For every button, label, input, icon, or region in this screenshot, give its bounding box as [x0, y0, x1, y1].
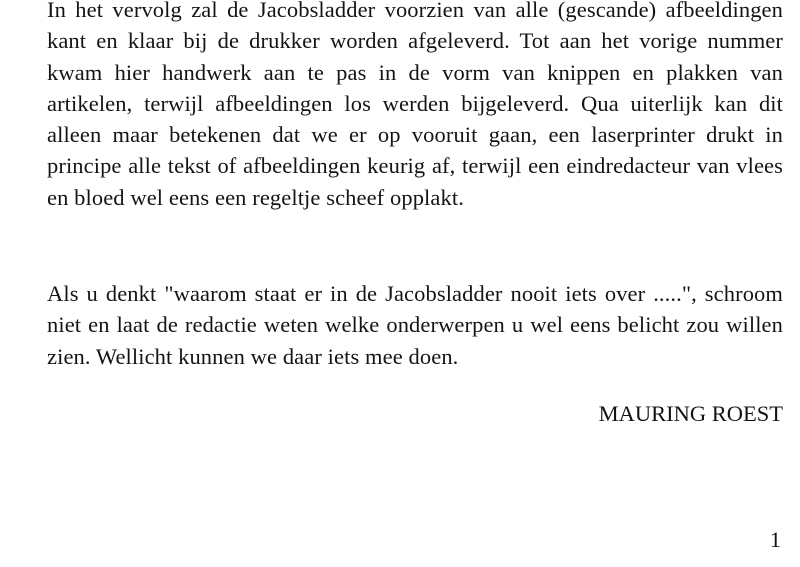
body-paragraph-2: Als u denkt "waarom staat er in de Jacobsladder nooit iets over .....", schroom niet en laat de redactie weten welke onderwerpen u wel eens belicht zou willen zien. Wellicht kunnen we daar iets mee doen.: [47, 281, 783, 369]
page-number: 1: [769, 527, 781, 552]
body-paragraph-1: In het vervolg zal de Jacobsladder voorzien van alle (gescande) afbeeldingen kant en klaar bij de drukker worden afgeleverd. Tot aan het vorige nummer kwam hier handwerk aan te pas in de vorm van knippen en plakken van artikelen, terwijl afbeeldingen los werden bijgeleverd. Qua uiterlijk kan dit alleen maar betekenen dat we er op vooruit gaan, een laserprinter drukt in principe alle tekst of afbeeldingen keurig af, terwijl een eindredacteur van vlees en bloed wel eens een regeltje scheef opplakt.: [47, 0, 783, 210]
author-signature: MAURING ROEST: [598, 401, 783, 426]
